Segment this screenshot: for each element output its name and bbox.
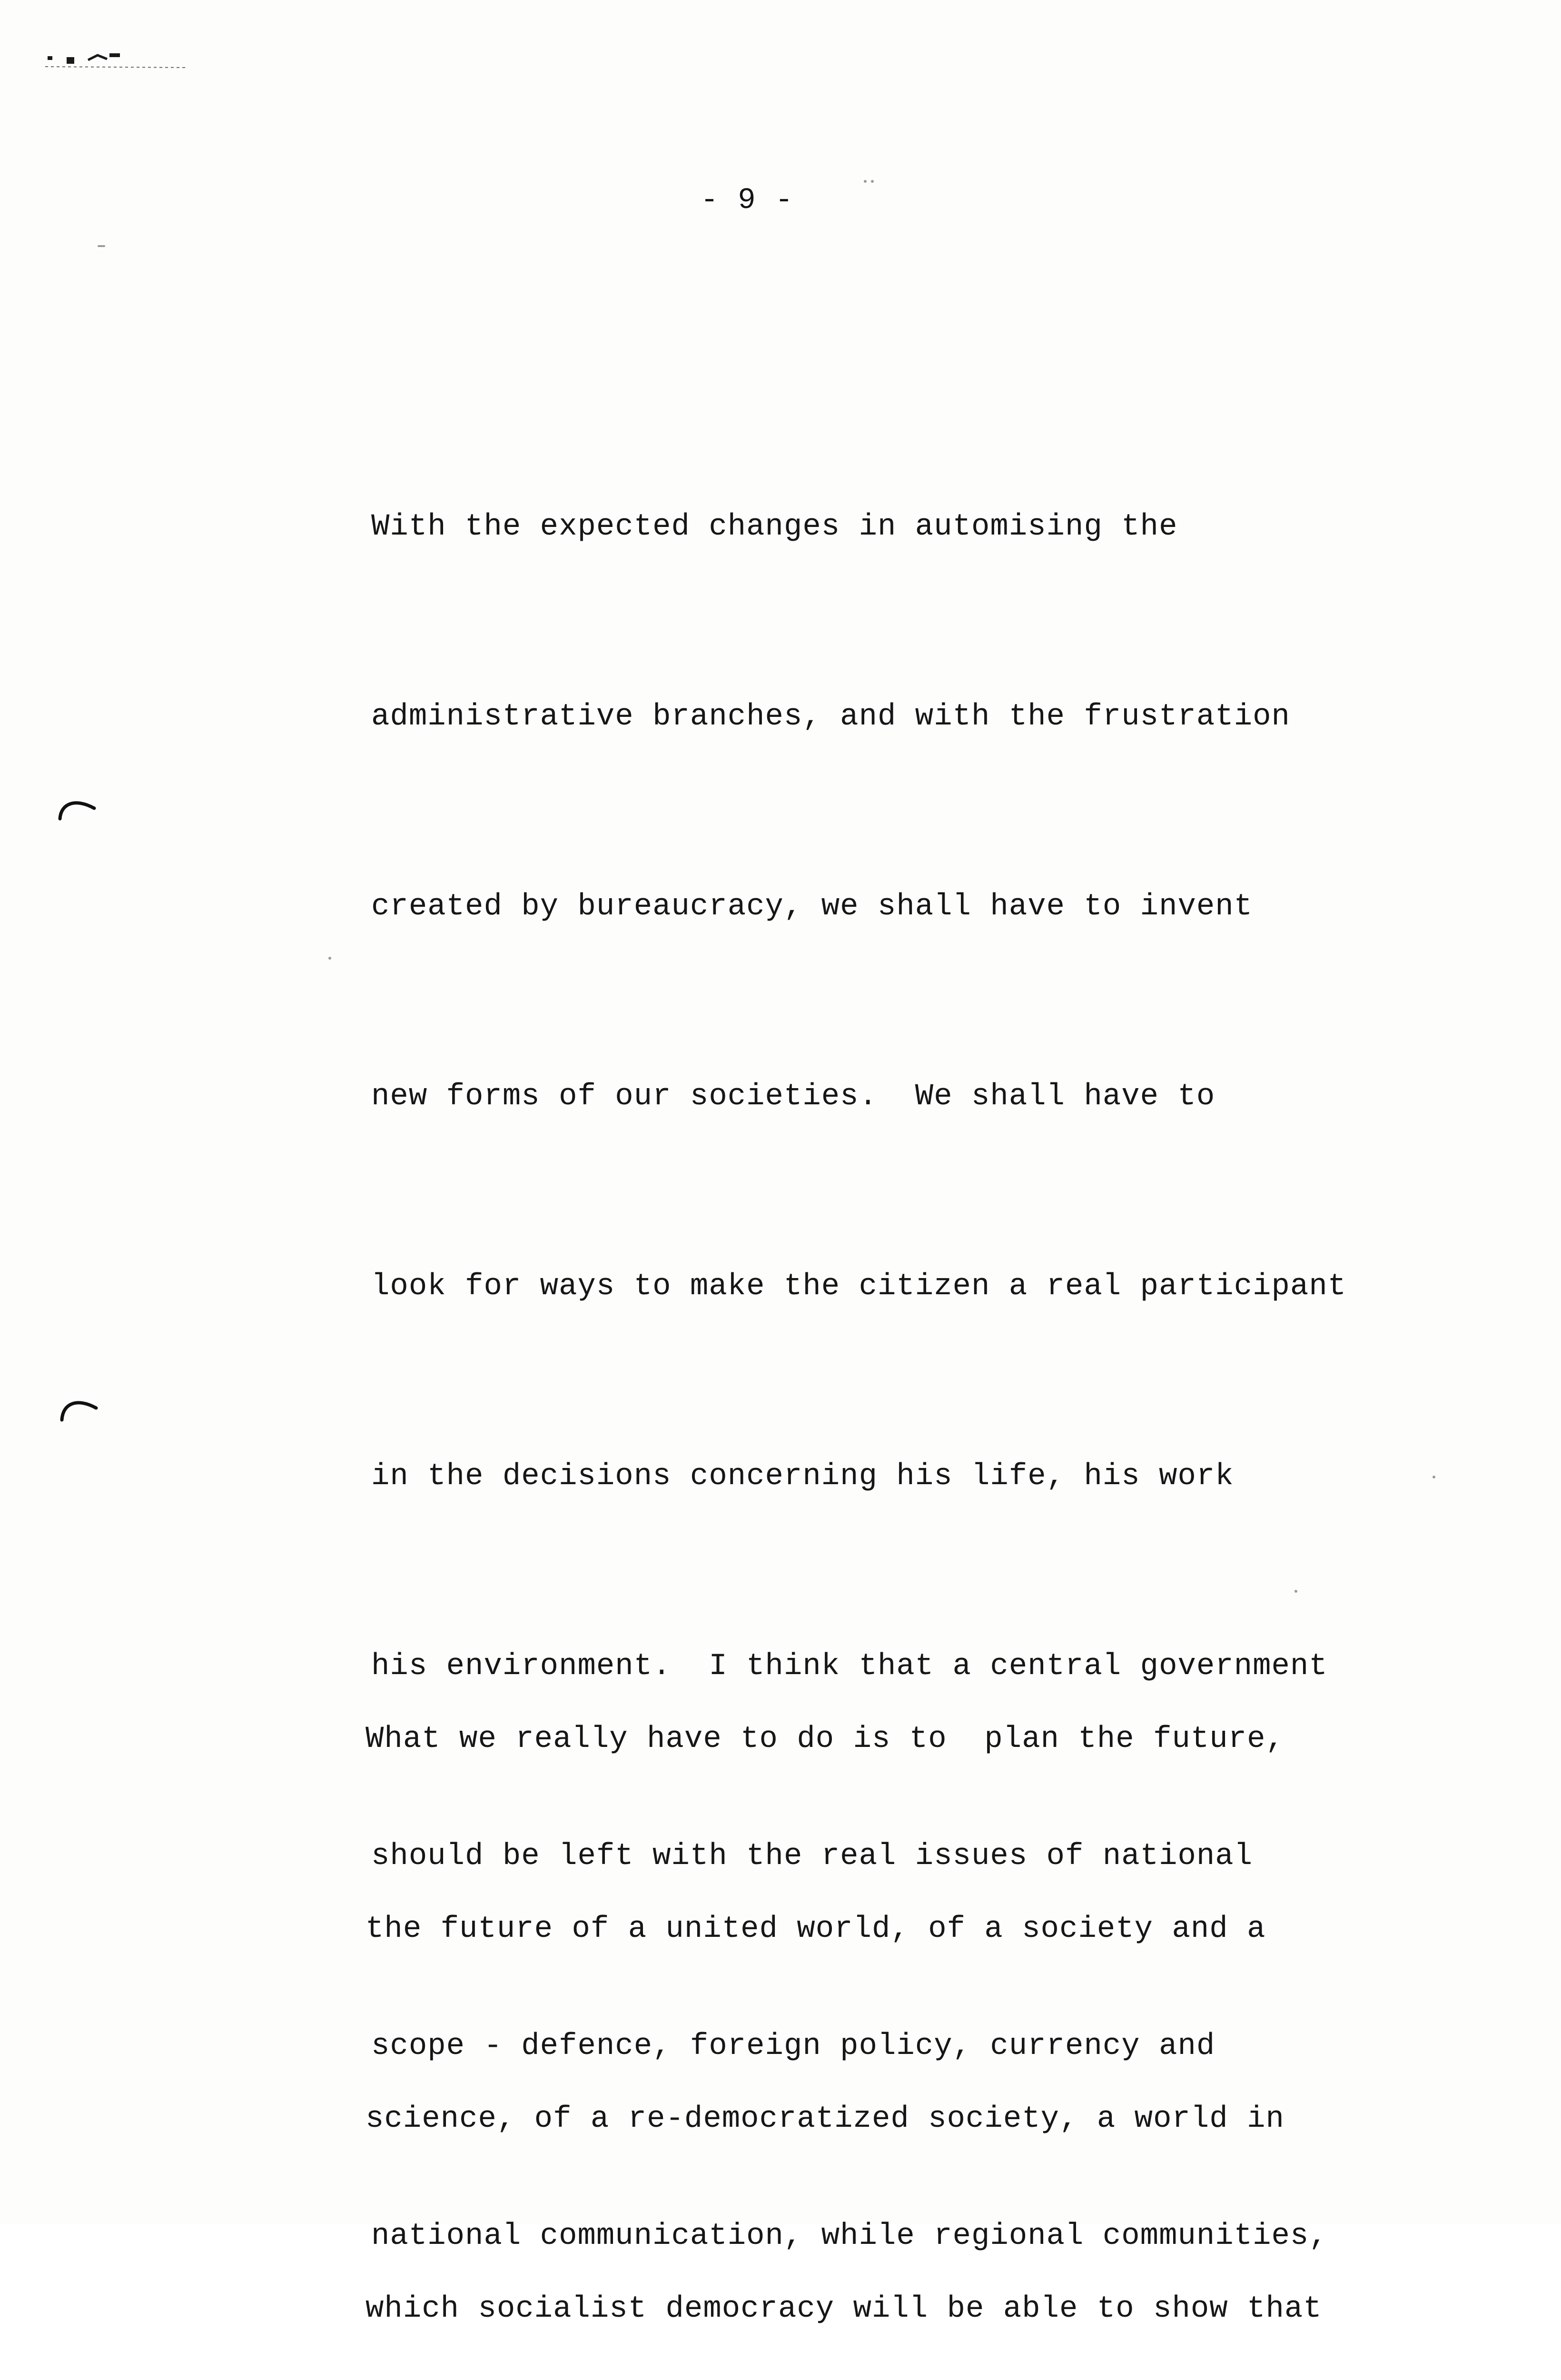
scan-speck: [1294, 1590, 1297, 1593]
text-line: should be left with the real issues of national: [371, 1839, 1253, 1874]
paragraph-2: [366, 1581, 1322, 2380]
text-line: new forms of our societies. We shall have to: [371, 1080, 1215, 1114]
text-line: scope - defence, foreign policy, currency and: [371, 2029, 1215, 2063]
scan-speck: [1433, 1476, 1435, 1478]
scan-speck: [328, 957, 331, 960]
scan-speck: [871, 180, 874, 183]
scan-speck: [98, 245, 105, 247]
text-line: the future of a united world, of a society and a: [366, 1912, 1266, 1946]
text-line: which socialist democracy will be able to show that: [366, 2292, 1322, 2326]
text-line: science, of a re-democratized society, a world in: [366, 2102, 1284, 2136]
scan-speck: [864, 180, 867, 183]
text-line: look for ways to make the citizen a real participant: [371, 1269, 1347, 1304]
page-number: - 9 -: [700, 183, 794, 217]
text-line: administrative branches, and with the frustration: [371, 700, 1290, 734]
text-line: national communication, while regional communities,: [371, 2219, 1328, 2253]
scan-mark-top-left: [45, 48, 188, 71]
text-line: in the decisions concerning his life, his work: [371, 1459, 1234, 1494]
text-line: What we really have to do is to plan the future,: [366, 1722, 1284, 1756]
text-line: created by bureaucracy, we shall have to invent: [371, 890, 1253, 924]
text-line: With the expected changes in automising the: [371, 510, 1178, 544]
punch-hole-mark: [56, 794, 99, 823]
punch-hole-mark: [58, 1394, 101, 1422]
text-line: his environment. I think that a central government: [371, 1649, 1328, 1684]
